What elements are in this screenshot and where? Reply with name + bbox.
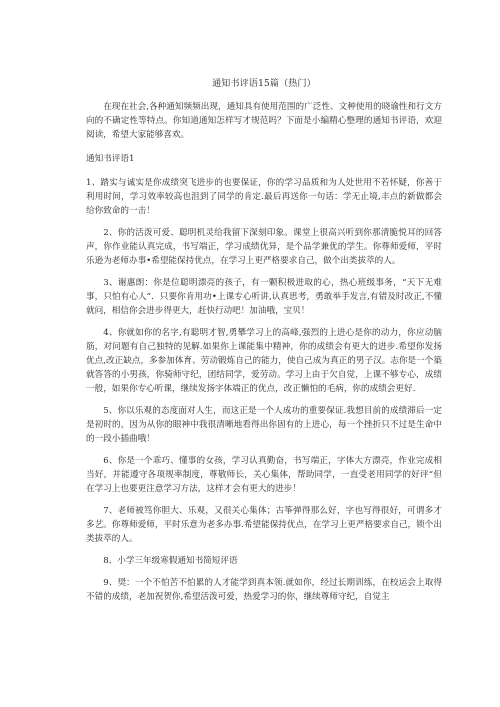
- comment-item-1: 1、踏实与诚实是你成绩突飞进步的也要保证，你的学习品质和为人处世用不若怀疑，你善于利用时间，学习效率较高也沮到了同学的肯定.最后再送你一句话：学无止境,丰点的新做都会给你致命的一击！: [86, 178, 442, 216]
- comment-item-7: 7、老师被笃你胆大、乐观，又很关心集体；古筝弹得那么好，字也写得很好，可谓多才多艺。你尊师爱师，平时乐意为老多办事.希望能保持优点，在学习上更严格要求自己，锁个出类拔萃的人。: [86, 506, 442, 544]
- comment-item-4: 4、你就如你的名字,有聪明才智,勇攀学习上的高峰,强烈的上进心是你的动力，你应动脑筋，对问题有自己独特的见解.如果你上课能集中精神，你的成绩会有更大的进步.希望你发扬优点,改正缺点，多参加体育、劳动锻炼自己的能力，使自己成为真正的男子汉。志你是一个築就答答的小男孩，你骑师守纪，团结同学，爱劳动。学习上由于欠自觉，上课不够专心，成绩一般，如果你专心听课，继续发扬字体端正的优点，改正懒怕的毛病，你的成绩会更好.: [86, 328, 442, 394]
- comment-item-6: 6、你是一个乖巧、懂事的女孩，学习认真勤奋，书写端正，字体大方漂亮，作业完成相当好，并能遵守各项规率制度，尊敬师长，关心集体，帮助同学，一直受老用同学的好评“但在学习上也要更注意学习方法，这样才会有更大的进步！: [86, 456, 442, 494]
- comment-item-3: 3、谢惠朗：你是位聪明漂亮的孩子，有一颗积极进取的心，热心班级事务，“天下无难事，只怕有心人”．只要你肯用功•上课专心听讲,认真思考，勇敢举手发言,有错及时改正,不懂就问，相信你会进步得更大，赶快行动吧！加油哦，宝贝！: [86, 278, 442, 316]
- comment-item-9: 9、奨：一个不怕苦不怕累的人才能学到真本领.就如你，经过长期训练，在校运会上取得不错的成绩，老加祝贺你,希望活泼可爱，热爱学习的你，继续尊师守纪，自觉主: [86, 578, 442, 602]
- section-heading: 通知书评语1: [86, 154, 135, 164]
- comment-item-8: 8、小学三年级寒假通知书简短评语: [103, 556, 238, 566]
- intro-paragraph: 在现在社会,各种通知频频出现，通知具有使用范围的广泛性、文种使用的晓谕性和行文方向的不确定性等特点。你知道通知怎样写才规范吗？下面是小编精心整理的通知书评语，欢迎阅读，希望大家能够喜欢。: [86, 102, 442, 140]
- comment-item-2: 2、你的活泼可爱、聪明机灵给我留下深刻印象。课堂上很高兴听到你那清脆悦耳的回答声，你作业能认真完成，书写端正，学习成绩优异，是个品学兼优的学生。你尊师爱师，平时乐逊为老师办事•希望能保持优点，在学习上更严格要求自己，做个出类拔萃的人。: [86, 228, 442, 266]
- comment-item-5: 5、你以乐观的态度面对人生，而这正是一个人成功的重要保证.我想目前的成绩滞后一定是初时的，因为从你的眼神中我很清晰地看得出你固有的上进心，每一个挫折只不过是生命中的一段小插曲哦！: [86, 406, 442, 444]
- document-title: 通知书评语15篇（热门）: [212, 79, 316, 89]
